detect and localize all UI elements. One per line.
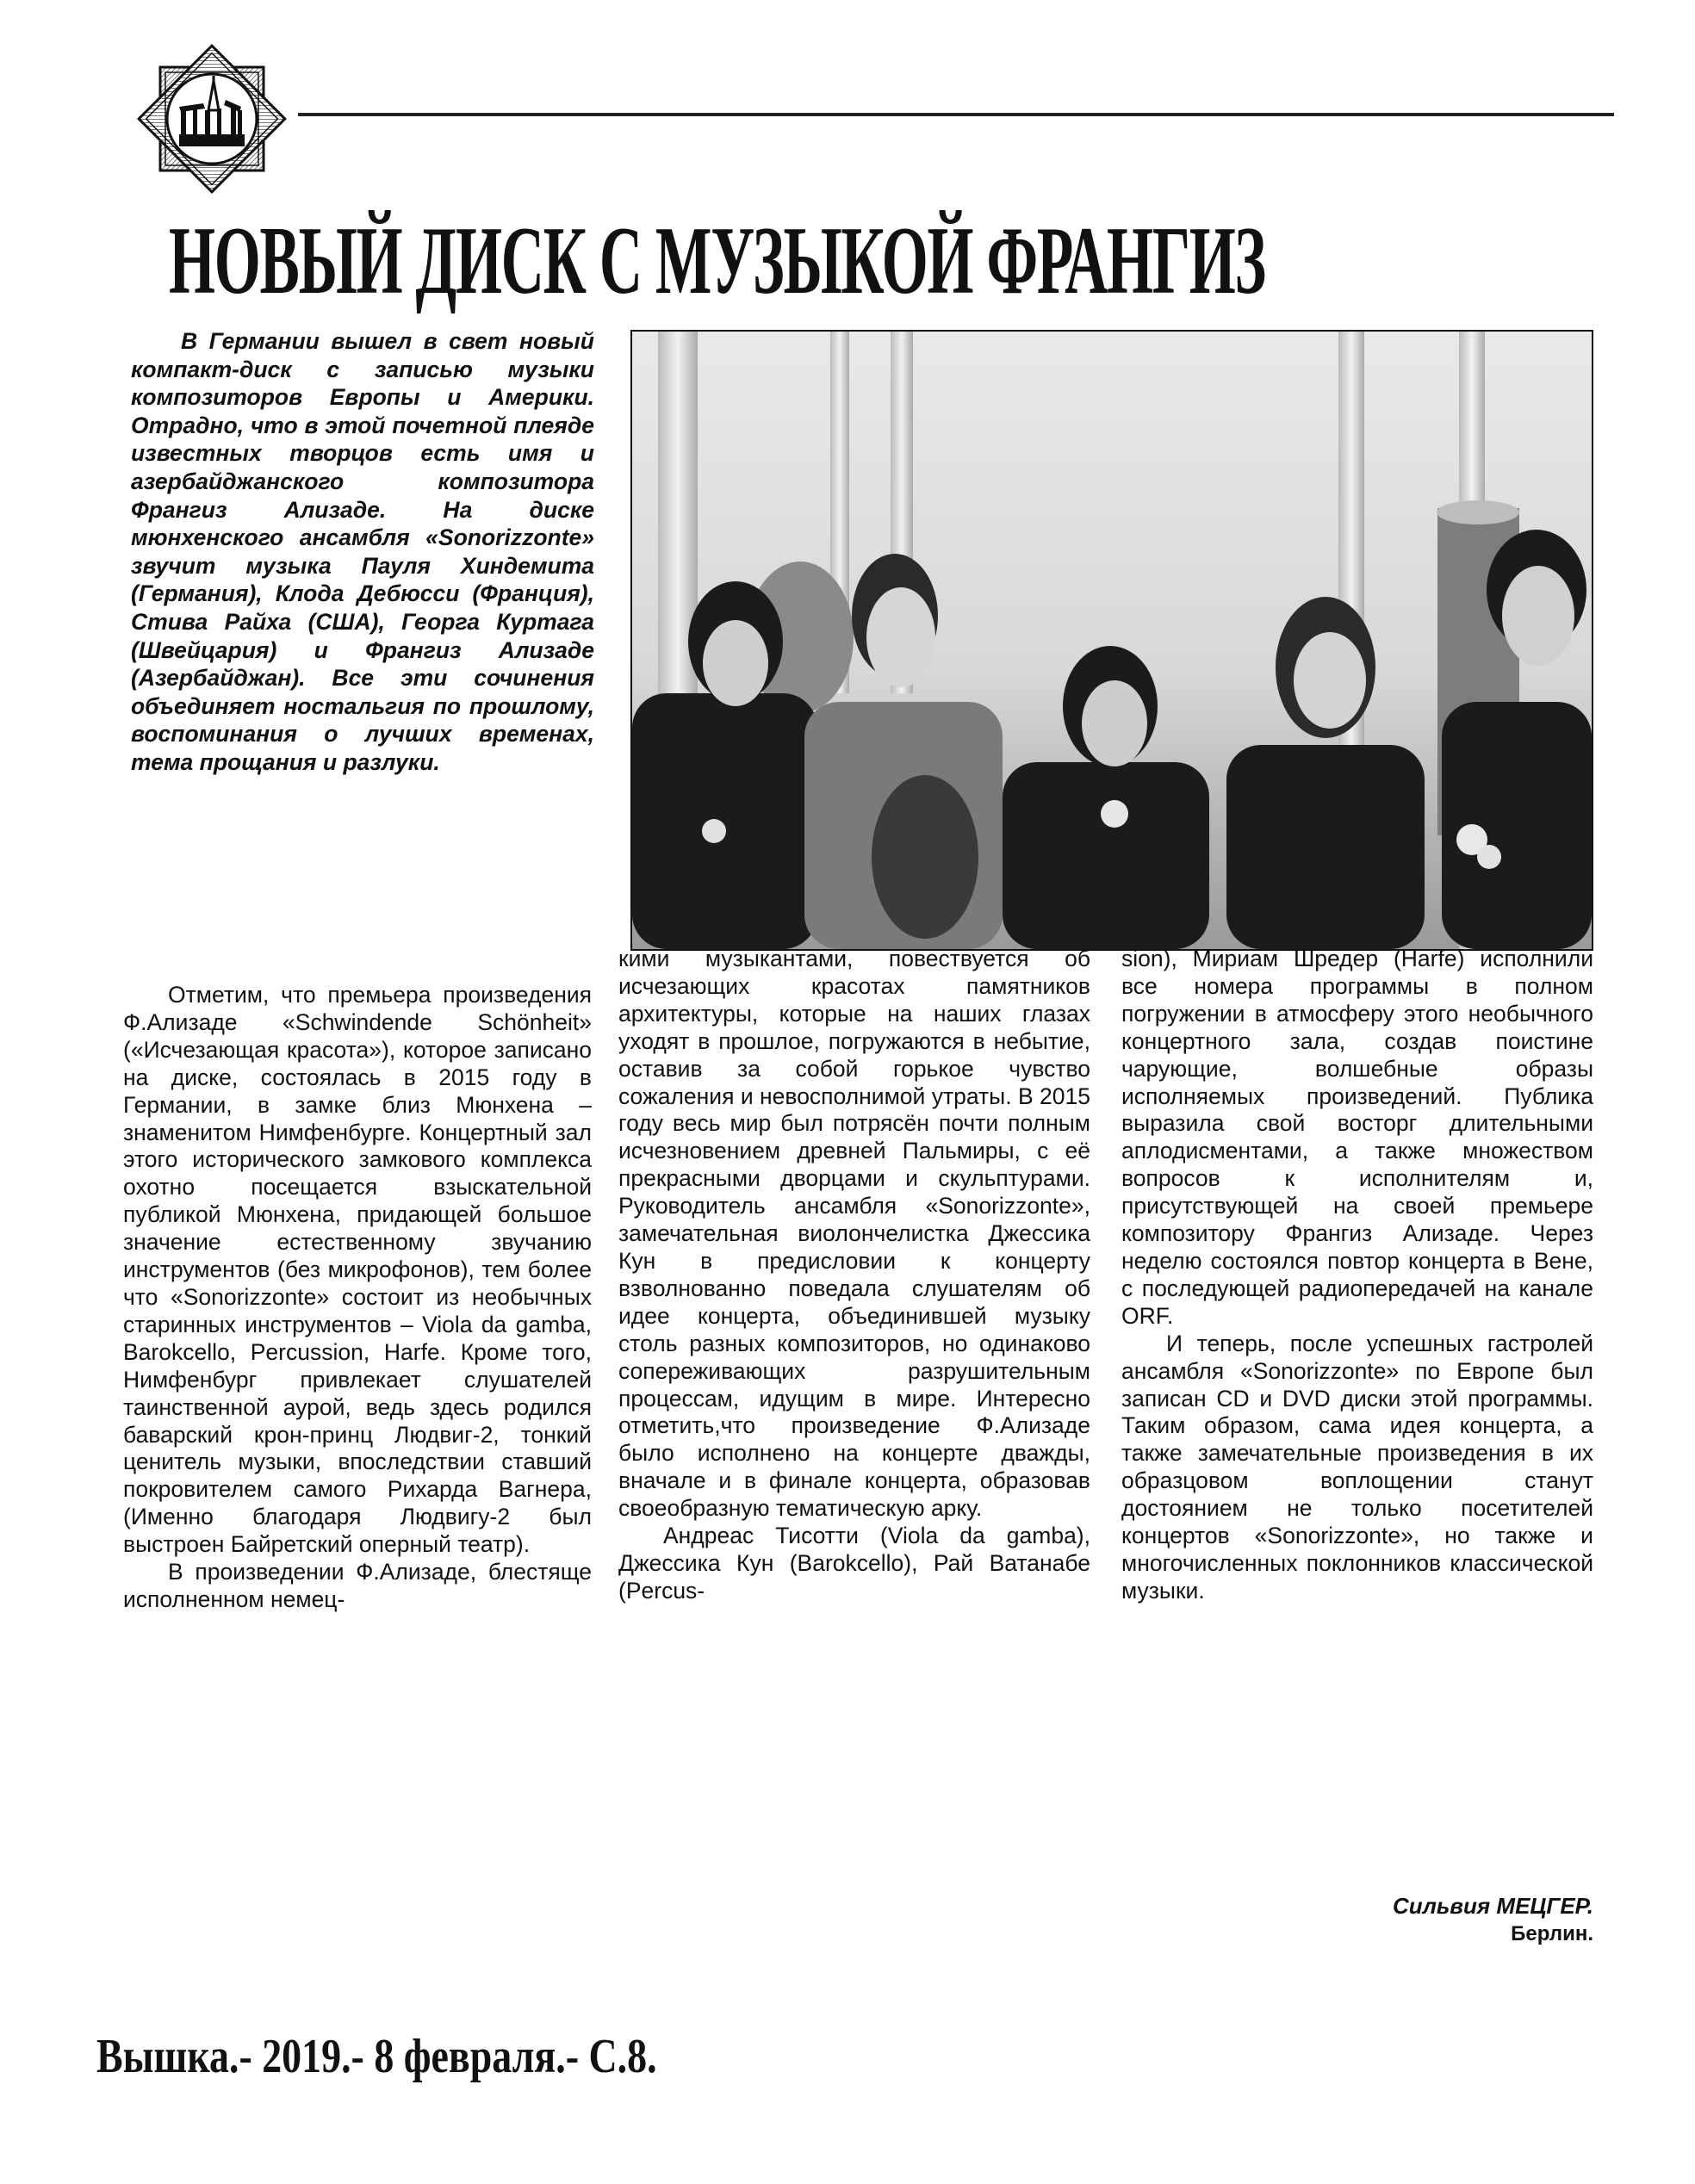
article-column-1 [123, 982, 592, 1614]
paragraph: sion), Мириам Шредер (Harfe) исполнили все номера программы в полном погружении в атмосферу этого необычного концертного зала, создав поистине чарующие, волшебные образы исполняемых произведений. Публика выразила свой восторг длительными аплодисментами, а также множеством вопросов к исполнителям и, присутствующей на своей премьере композитору Франгиз Ализаде. Через неделю состоялся повтор концерта в Вене, с последующей радиопередачей на канале ORF. [1121, 946, 1593, 1329]
byline-author: Сильвия МЕЦГЕР. [1393, 1893, 1593, 1919]
ensemble-photo-illustration [632, 332, 1592, 949]
byline-city: Берлин. [1511, 1922, 1593, 1945]
header-rule [298, 113, 1614, 116]
article-column-3 [1121, 946, 1593, 1605]
ensemble-photo [630, 330, 1593, 951]
paragraph: И теперь, после успешных гастролей ансамбля «Sonorizzonte» по Европе был записан CD и DVD диски этой программы. Таким образом, сама идея концерта, а также замечательные произведения в их образцовом воплощении станут достоянием не только посетителей концертов «Sonorizzonte», но также и многочисленных поклонников классической музыки. [1121, 1330, 1593, 1604]
paragraph: Отметим, что премьера произведения Ф.Ализаде «Schwindende Schönheit» («Исчезающая красота»), которое записано на диске, состоялась в 2015 году в Германии, в замке близ Мюнхена – знаменитом Нимфенбурге. Концертный зал этого исторического замкового комплекса охотно посещается взыскательной публикой Мюнхена, придающей большое значение естественному звучанию инструментов (без микрофонов), тем более что «Sonorizzonte» состоит из необычных старинных инструментов – Viola da gamba, Barokcello, Percussion, Harfe. Кроме того, Нимфенбург привлекает слушателей таинственной аурой, ведь здесь родился баварский крон-принц Людвиг-2, тонкий ценитель музыки, впоследствии ставший покровителем самого Рихарда Вагнера, (Именно благодаря Людвигу-2 был выстроен Байретский оперный театр). [123, 982, 592, 1558]
paragraph: кими музыкантами, повествуется об исчезающих красотах памятников архитектуры, которые на наших глазах уходят в прошлое, погружаются в небытие, оставив за собой горькое чувство сожаления и невосполнимой утраты. В 2015 году весь мир был потрясён почти полным исчезновением древней Пальмиры, с её прекрасными дворцами и скульптурами. Руководитель ансамбля «Sonorizzonte», замечательная виолончелистка Джессика Кун в предисловии к концерту взволнованно поведала слушателям об идее концерта, объединившей музыку столь разных композиторов, но одинаково сопереживающих разрушительным процессам, идущим в мире. Интересно отметить,что произведение Ф.Ализаде было исполнено на концерте дважды, вначале и в финале концерта, образовав своеобразную тематическую арку. [618, 946, 1090, 1522]
paragraph: В произведении Ф.Ализаде, блестяще исполненном немец- [123, 1559, 592, 1612]
oil-derrick-star-emblem-icon [136, 43, 288, 195]
article-column-2 [618, 946, 1090, 1605]
newspaper-logo [136, 43, 288, 195]
paragraph: Андреас Тисотти (Viola da gamba), Джессика Кун (Barokcello), Рай Ватанабе (Percus- [618, 1523, 1090, 1604]
source-citation: Вышка.- 2019.- 8 февраля.- С.8. [96, 2030, 657, 2083]
article-lead: В Германии вышел в свет новый компакт-диск с записью музыки композиторов Европы и Америки. Отрадно, что в этой почетной плеяде известных творцов есть имя и азербайджанского композитора Франгиз Ализаде. На диске мюнхенского ансамбля «Sonorizzonte» звучит музыка Пауля Хиндемита (Германия), Клода Дебюсси (Франция), Стива Райха (США), Георга Куртага (Швейцария) и Франгиз Ализаде (Азербайджан). Все эти сочинения объединяет ностальгия по прошлому, воспоминания о лучших временах, тема прощания и разлуки. [131, 328, 594, 775]
article-headline: НОВЫЙ ДИСК С МУЗЫКОЙ ФРАНГИЗ [169, 208, 1265, 314]
